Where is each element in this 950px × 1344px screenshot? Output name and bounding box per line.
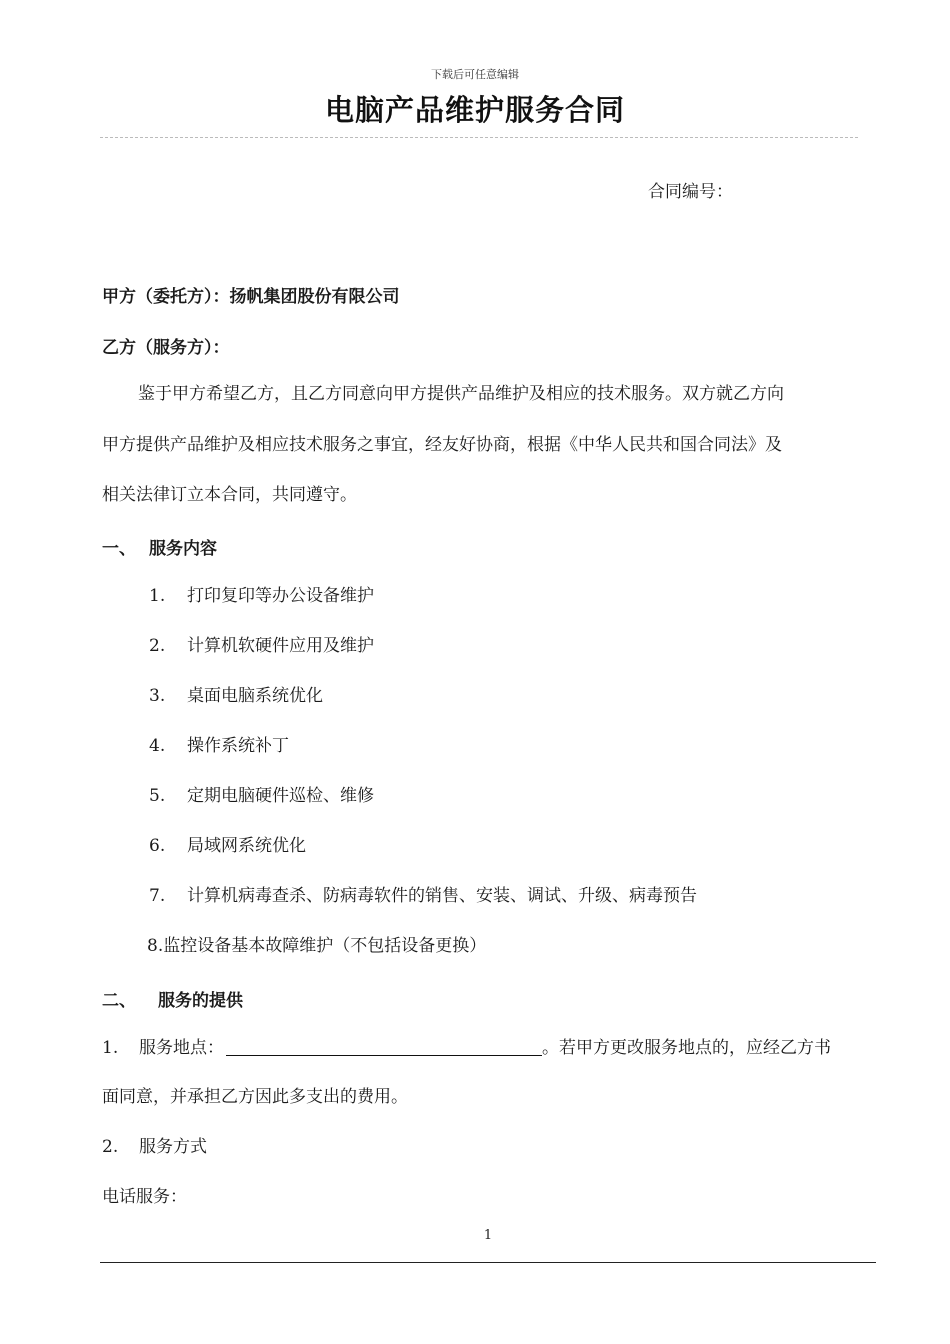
document-title: 电脑产品维护服务合同 bbox=[324, 93, 625, 127]
list-item-text: 桌面电脑系统优化 bbox=[187, 686, 323, 706]
list-item-text: 定期电脑硬件巡检、维修 bbox=[187, 786, 374, 806]
section-1-number: 一、 bbox=[102, 539, 136, 559]
list-item-text: 打印复印等办公设备维护 bbox=[187, 586, 374, 606]
title-divider bbox=[100, 137, 858, 138]
service-location-blank bbox=[226, 1037, 542, 1056]
service-location-line bbox=[139, 1036, 831, 1060]
service-location-continuation: 面同意，并承担乙方因此多支出的费用。 bbox=[102, 1087, 408, 1107]
contract-number-label: 合同编号： bbox=[648, 182, 733, 202]
list-item-number: 3. bbox=[149, 686, 166, 706]
section-2-heading: 服务的提供 bbox=[158, 991, 243, 1011]
list-item-number: 6. bbox=[149, 836, 166, 856]
service-location-rest: 。若甲方更改服务地点的，应经乙方书 bbox=[542, 1038, 831, 1058]
party-b-line: 乙方（服务方）： bbox=[102, 338, 230, 358]
footer-divider bbox=[100, 1262, 876, 1263]
intro-paragraph-line-1: 鉴于甲方希望乙方，且乙方同意向甲方提供产品维护及相应的技术服务。双方就乙方向 bbox=[138, 384, 784, 404]
service-location-number: 1. bbox=[102, 1038, 119, 1058]
list-item-text: 操作系统补丁 bbox=[187, 736, 289, 756]
phone-service-label: 电话服务： bbox=[102, 1187, 187, 1207]
intro-paragraph-line-2: 甲方提供产品维护及相应技术服务之事宜，经友好协商，根据《中华人民共和国合同法》及 bbox=[102, 435, 782, 455]
section-1-heading: 服务内容 bbox=[149, 539, 217, 559]
section-2-number: 二、 bbox=[102, 991, 136, 1011]
service-method-number: 2. bbox=[102, 1137, 119, 1157]
list-item-number: 5. bbox=[149, 786, 166, 806]
list-item-number: 4. bbox=[149, 736, 166, 756]
page-number: 1 bbox=[483, 1228, 493, 1243]
list-item-number: 2. bbox=[149, 636, 166, 656]
list-item-8: 8.监控设备基本故障维护（不包括设备更换） bbox=[147, 936, 487, 956]
service-method-label: 服务方式 bbox=[139, 1137, 207, 1157]
party-a-line: 甲方（委托方）：扬帆集团股份有限公司 bbox=[102, 287, 400, 307]
list-item-text: 计算机软硬件应用及维护 bbox=[187, 636, 374, 656]
header-note: 下载后可任意编辑 bbox=[431, 68, 519, 81]
intro-paragraph-line-3: 相关法律订立本合同，共同遵守。 bbox=[102, 485, 357, 505]
list-item-text: 计算机病毒查杀、防病毒软件的销售、安装、调试、升级、病毒预告 bbox=[187, 886, 697, 906]
service-location-label: 服务地点： bbox=[139, 1038, 224, 1058]
list-item-number: 7. bbox=[149, 886, 166, 906]
list-item-number: 1. bbox=[149, 586, 166, 606]
list-item-text: 局域网系统优化 bbox=[187, 836, 306, 856]
